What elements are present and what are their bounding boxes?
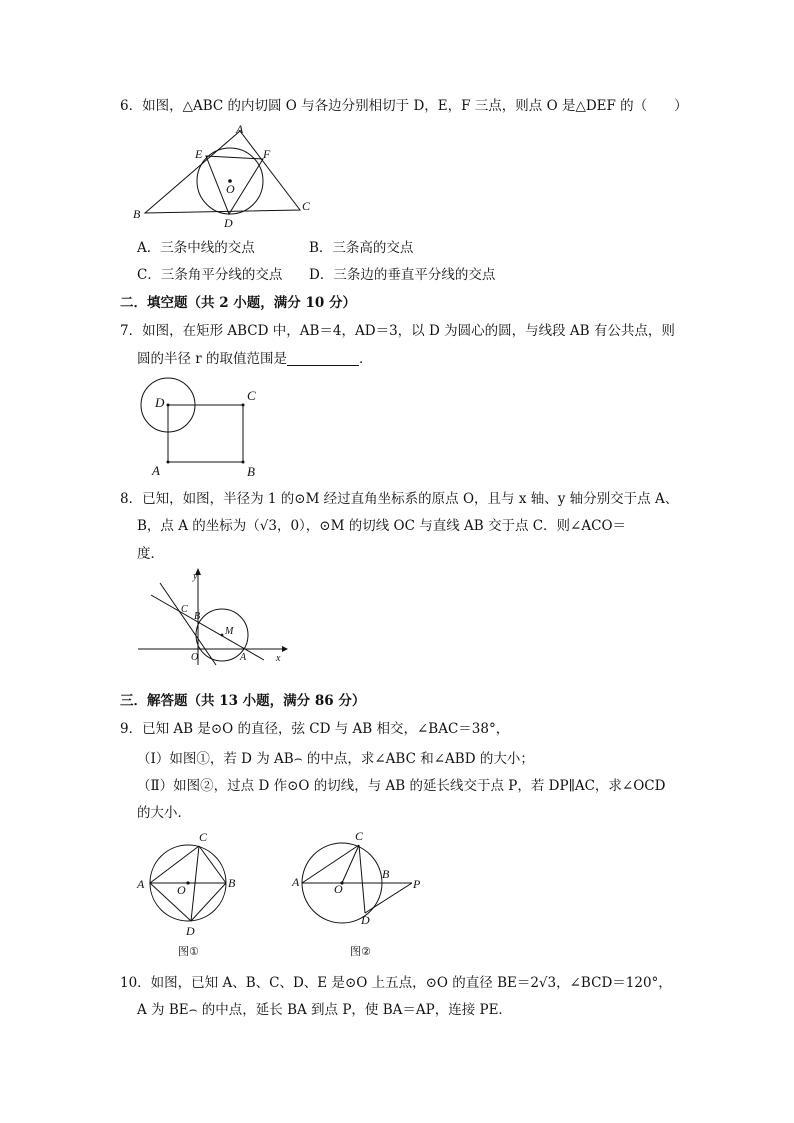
q9-fig2-tangent-dp (365, 883, 412, 913)
q7-label-b: B (247, 464, 255, 479)
q8-label-x: x (276, 653, 281, 664)
q6-label-c: C (302, 199, 311, 213)
q9-figure-1 (133, 828, 248, 963)
q7-label-d: D (155, 395, 165, 410)
q9-fig1-label-a: A (137, 877, 145, 891)
q9-line1: 9．已知 AB 是⊙O 的直径，弦 CD 与 AB 相交，∠BAC＝38°， (120, 721, 510, 737)
q9-fig1-label-d: D (186, 924, 195, 938)
q6-option-c: C．三条角平分线的交点 (137, 267, 283, 283)
q7-line1: 7．如图，在矩形 ABCD 中，AB＝4，AD＝3，以 D 为圆心的圆，与线段 AB 有公共点，则 (120, 323, 675, 339)
q9-line3: （Ⅱ）如图②，过点 D 作⊙O 的切线，与 AB 的延长线交于点 P，若 DP∥AC，求∠OCD (137, 778, 666, 794)
q9-fig2-label-d: D (361, 913, 370, 927)
q6-label-e: E (195, 147, 203, 161)
q10-line2: A 为 BE⌢ 的中点，延长 BA 到点 P，使 BA＝AP，连接 PE． (137, 1002, 512, 1018)
q6-option-d: D．三条边的垂直平分线的交点 (309, 267, 496, 283)
q9-fig2-label-a: A (292, 875, 300, 889)
q7-line2 (137, 350, 373, 368)
q7-figure (138, 375, 268, 480)
q9-line2: （Ⅰ）如图①，若 D 为 AB⌢ 的中点，求∠ABC 和∠ABD 的大小； (137, 751, 534, 767)
q8-label-m: M (225, 626, 234, 637)
q9-fig2-label-b: B (382, 867, 390, 881)
q8-line1: 8．已知，如图，半径为 1 的⊙M 经过直角坐标系的原点 O，且与 x 轴、y 轴分别交于点 A、 (120, 491, 679, 507)
q9-figure-2 (288, 828, 428, 963)
q9-fig1-label-b: B (228, 876, 236, 890)
q8-label-c: C (181, 604, 188, 615)
q9-line4: 的大小． (137, 805, 191, 821)
q9-fig1-label-c: C (199, 830, 208, 844)
q8-line2: B，点 A 的坐标为（√3，0），⊙M 的切线 OC 与直线 AB 交于点 C．则∠ACO＝ (137, 518, 627, 534)
q6-label-f: F (263, 147, 271, 161)
q8-label-b: B (194, 611, 201, 622)
q7-line2-suffix: ． (359, 351, 373, 367)
q9-fig2-caption: 图② (350, 945, 371, 958)
q9-fig2-chord-cd (359, 845, 365, 913)
q8-label-y: y (193, 571, 198, 582)
section-2-title: 二．填空题（共 2 小题，满分 10 分） (120, 295, 356, 311)
q8-label-o: O (191, 652, 199, 663)
q7-label-c: C (247, 388, 256, 403)
section-3-title: 三．解答题（共 13 小题，满分 86 分） (120, 693, 366, 709)
q8-label-a: A (240, 652, 247, 663)
q8-line3: 度． (137, 546, 164, 562)
q6-triangle-abc (145, 131, 300, 213)
q6-label-d: D (224, 216, 233, 228)
q9-fig2-label-p: P (413, 877, 421, 891)
q6-label-a: A (236, 122, 244, 136)
q10-line1: 10．如图，已知 A、B、C、D、E 是⊙O 上五点，⊙O 的直径 BE＝2√3，∠BCD＝120°， (120, 975, 672, 991)
q7-line2-prefix: 圆的半径 r 的取值范围是 (137, 351, 288, 367)
q8-figure (136, 567, 291, 667)
q9-fig1-label-o: O (177, 883, 186, 897)
q7-rectangle (168, 405, 243, 462)
q7-label-a: A (152, 463, 160, 478)
q8-tangent-oc (160, 583, 216, 665)
q9-fig2-label-o: O (334, 882, 343, 896)
q6-label-o: O (226, 182, 235, 196)
q9-fig2-label-c: C (355, 829, 364, 843)
q6-option-b: B．三条高的交点 (309, 240, 414, 256)
q9-fig1-caption: 图① (178, 945, 199, 958)
q6-text: 6．如图，△ABC 的内切圆 O 与各边分别相切于 D，E，F 三点，则点 O 是△DEF 的（ ） (120, 98, 688, 114)
q6-figure (130, 118, 330, 228)
q7-answer-blank (287, 351, 359, 366)
q6-label-b: B (133, 207, 141, 221)
q6-option-a: A．三条中线的交点 (137, 240, 255, 256)
